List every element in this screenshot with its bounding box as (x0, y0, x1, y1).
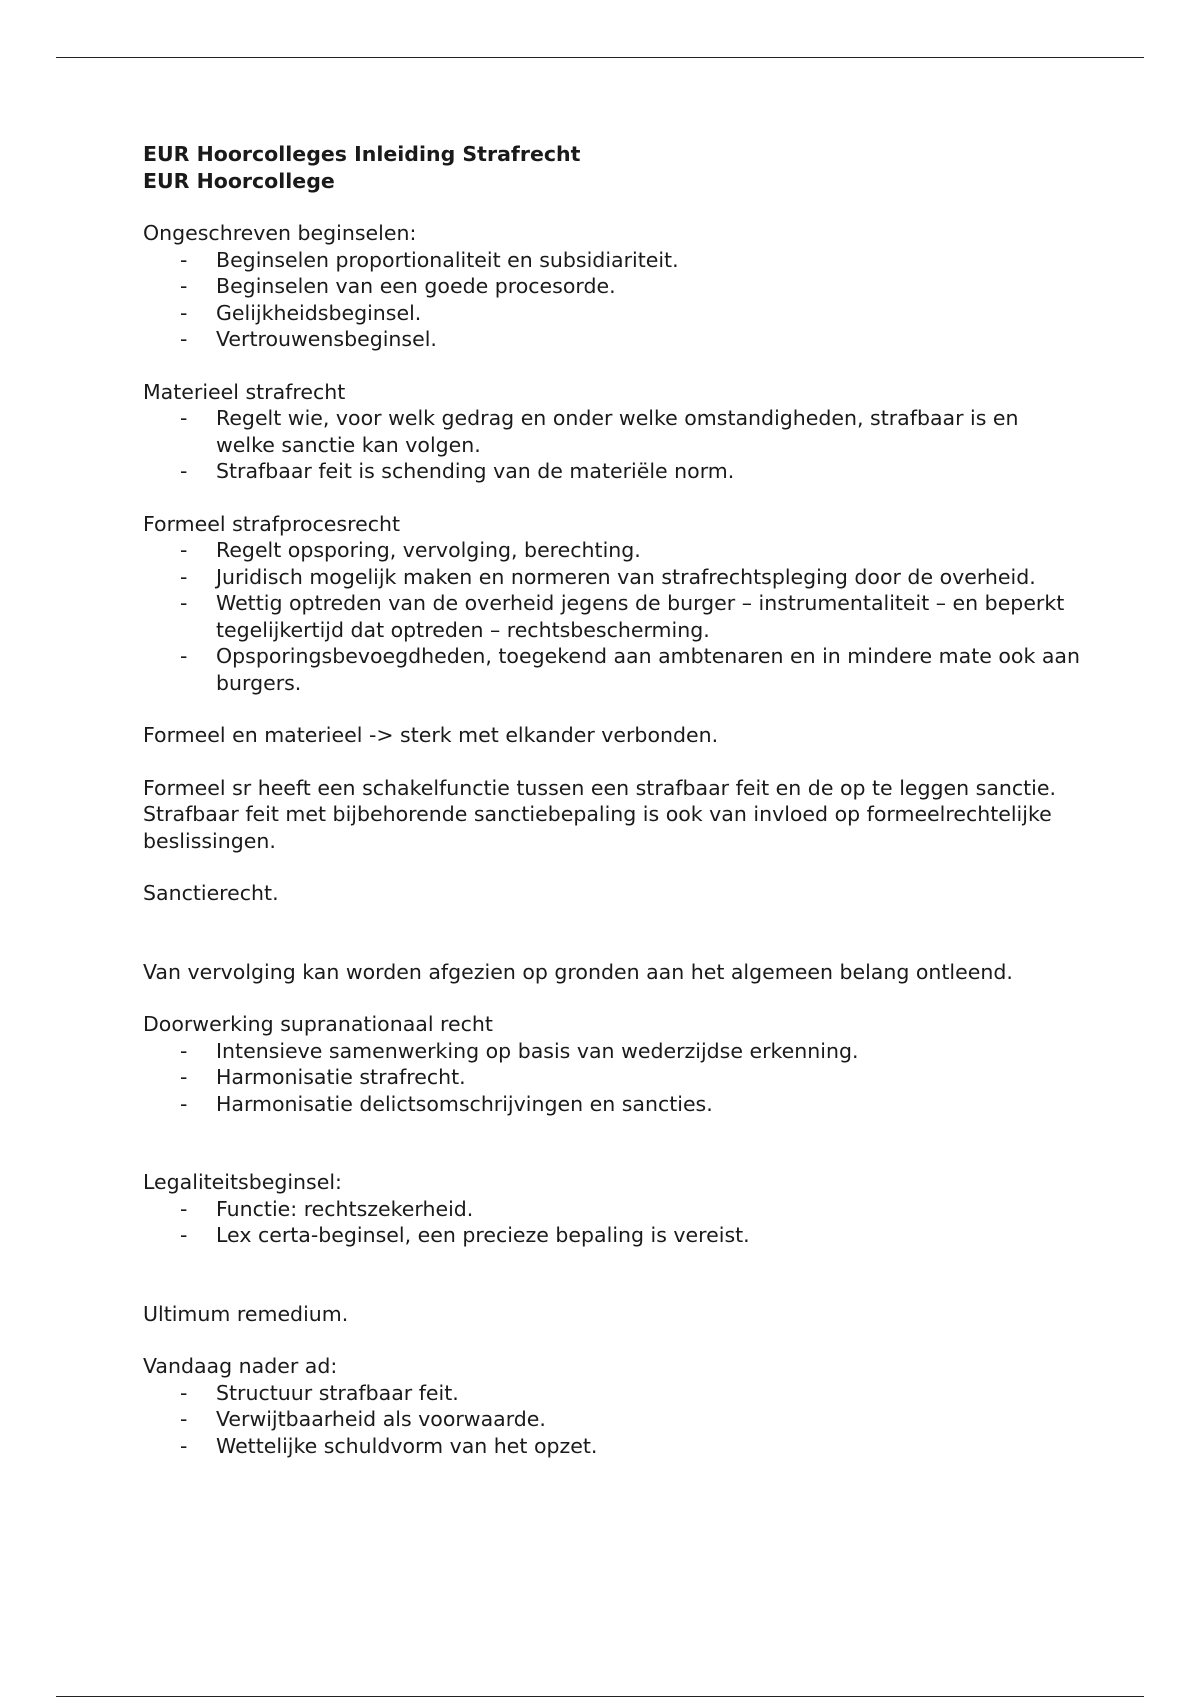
list-item: - Opsporingsbevoegdheden, toegekend aan ambtenaren en in mindere mate ook aan burgers. (180, 644, 1080, 695)
list-item: - Intensieve samenwerking op basis van wederzijdse erkenning. (180, 1038, 859, 1063)
list-formeel (143, 537, 1083, 696)
list-item: - Harmonisatie strafrecht. (180, 1065, 466, 1089)
footer-rule (56, 1696, 1144, 1697)
dash-bullet: - (180, 591, 188, 615)
paragraph-sanctiebepaling: Strafbaar feit met bijbehorende sanctiebepaling is ook van invloed op formeelrechtelijke beslissingen. (143, 802, 1052, 853)
list-item: - Wettelijke schuldvorm van het opzet. (180, 1433, 598, 1458)
list-item: - Strafbaar feit is schending van de materiële norm. (180, 459, 735, 483)
dash-bullet: - (180, 300, 188, 325)
dash-bullet: - (180, 1065, 188, 1089)
list-vandaag (143, 1380, 1083, 1460)
list-item: - Wettig optreden van de overheid jegens de burger – instrumentaliteit – en beperkt tegelijkertijd dat optreden – rechtsbescherming. (180, 591, 1065, 642)
dash-bullet: - (180, 1433, 188, 1458)
list-item: - Juridisch mogelijk maken en normeren van strafrechtspleging door de overheid. (180, 564, 1036, 589)
dash-bullet: - (180, 644, 188, 668)
list-item: - Lex certa-beginsel, een precieze bepaling is vereist. (180, 1223, 750, 1247)
list-item: - Regelt opsporing, vervolging, berechting. (180, 538, 641, 562)
header-rule (56, 57, 1144, 58)
list-item: - Beginselen van een goede procesorde. (180, 274, 616, 298)
paragraph-sanctierecht: Sanctierecht. (143, 881, 279, 905)
section-heading-materieel: Materieel strafrecht (143, 379, 346, 404)
list-item: - Vertrouwensbeginsel. (180, 327, 437, 351)
list-item: - Functie: rechtszekerheid. (180, 1196, 474, 1221)
list-item: - Structuur strafbaar feit. (180, 1380, 459, 1405)
document-title: EUR Hoorcolleges Inleiding Strafrecht (143, 142, 581, 166)
document-body (143, 141, 1083, 1459)
paragraph-ultimum: Ultimum remedium. (143, 1301, 349, 1326)
dash-bullet: - (180, 564, 188, 589)
document-subtitle: EUR Hoorcollege (143, 168, 335, 193)
dash-bullet: - (180, 1196, 188, 1221)
section-heading-legaliteit: Legaliteitsbeginsel: (143, 1170, 342, 1194)
paragraph-schakelfunctie: Formeel sr heeft een schakelfunctie tussen een strafbaar feit en de op te leggen sanctie. (143, 775, 1057, 800)
dash-bullet: - (180, 1380, 188, 1405)
dash-bullet: - (180, 274, 188, 298)
section-heading-vandaag: Vandaag nader ad: (143, 1354, 338, 1378)
dash-bullet: - (180, 1223, 188, 1247)
dash-bullet: - (180, 327, 188, 351)
list-materieel (143, 405, 1083, 485)
list-item: - Verwijtbaarheid als voorwaarde. (180, 1407, 546, 1431)
list-ongeschreven (143, 247, 1083, 353)
dash-bullet: - (180, 406, 188, 430)
section-heading-supranationaal: Doorwerking supranationaal recht (143, 1012, 493, 1036)
paragraph-formeel-materieel: Formeel en materieel -> sterk met elkander verbonden. (143, 723, 719, 747)
list-item: - Gelijkheidsbeginsel. (180, 300, 422, 325)
list-item: - Regelt wie, voor welk gedrag en onder welke omstandigheden, strafbaar is en welke sanctie kan volgen. (180, 406, 1019, 457)
dash-bullet: - (180, 1038, 188, 1063)
section-heading-ongeschreven: Ongeschreven beginselen: (143, 221, 417, 245)
dash-bullet: - (180, 247, 188, 272)
list-supranationaal (143, 1038, 1083, 1118)
list-legaliteit (143, 1196, 1083, 1249)
dash-bullet: - (180, 1407, 188, 1431)
section-heading-formeel: Formeel strafprocesrecht (143, 511, 400, 536)
list-item: - Harmonisatie delictsomschrijvingen en sancties. (180, 1091, 713, 1116)
dash-bullet: - (180, 1091, 188, 1116)
paragraph-vervolging: Van vervolging kan worden afgezien op gronden aan het algemeen belang ontleend. (143, 959, 1013, 984)
dash-bullet: - (180, 538, 188, 562)
dash-bullet: - (180, 459, 188, 483)
list-item: - Beginselen proportionaliteit en subsidiariteit. (180, 247, 679, 272)
